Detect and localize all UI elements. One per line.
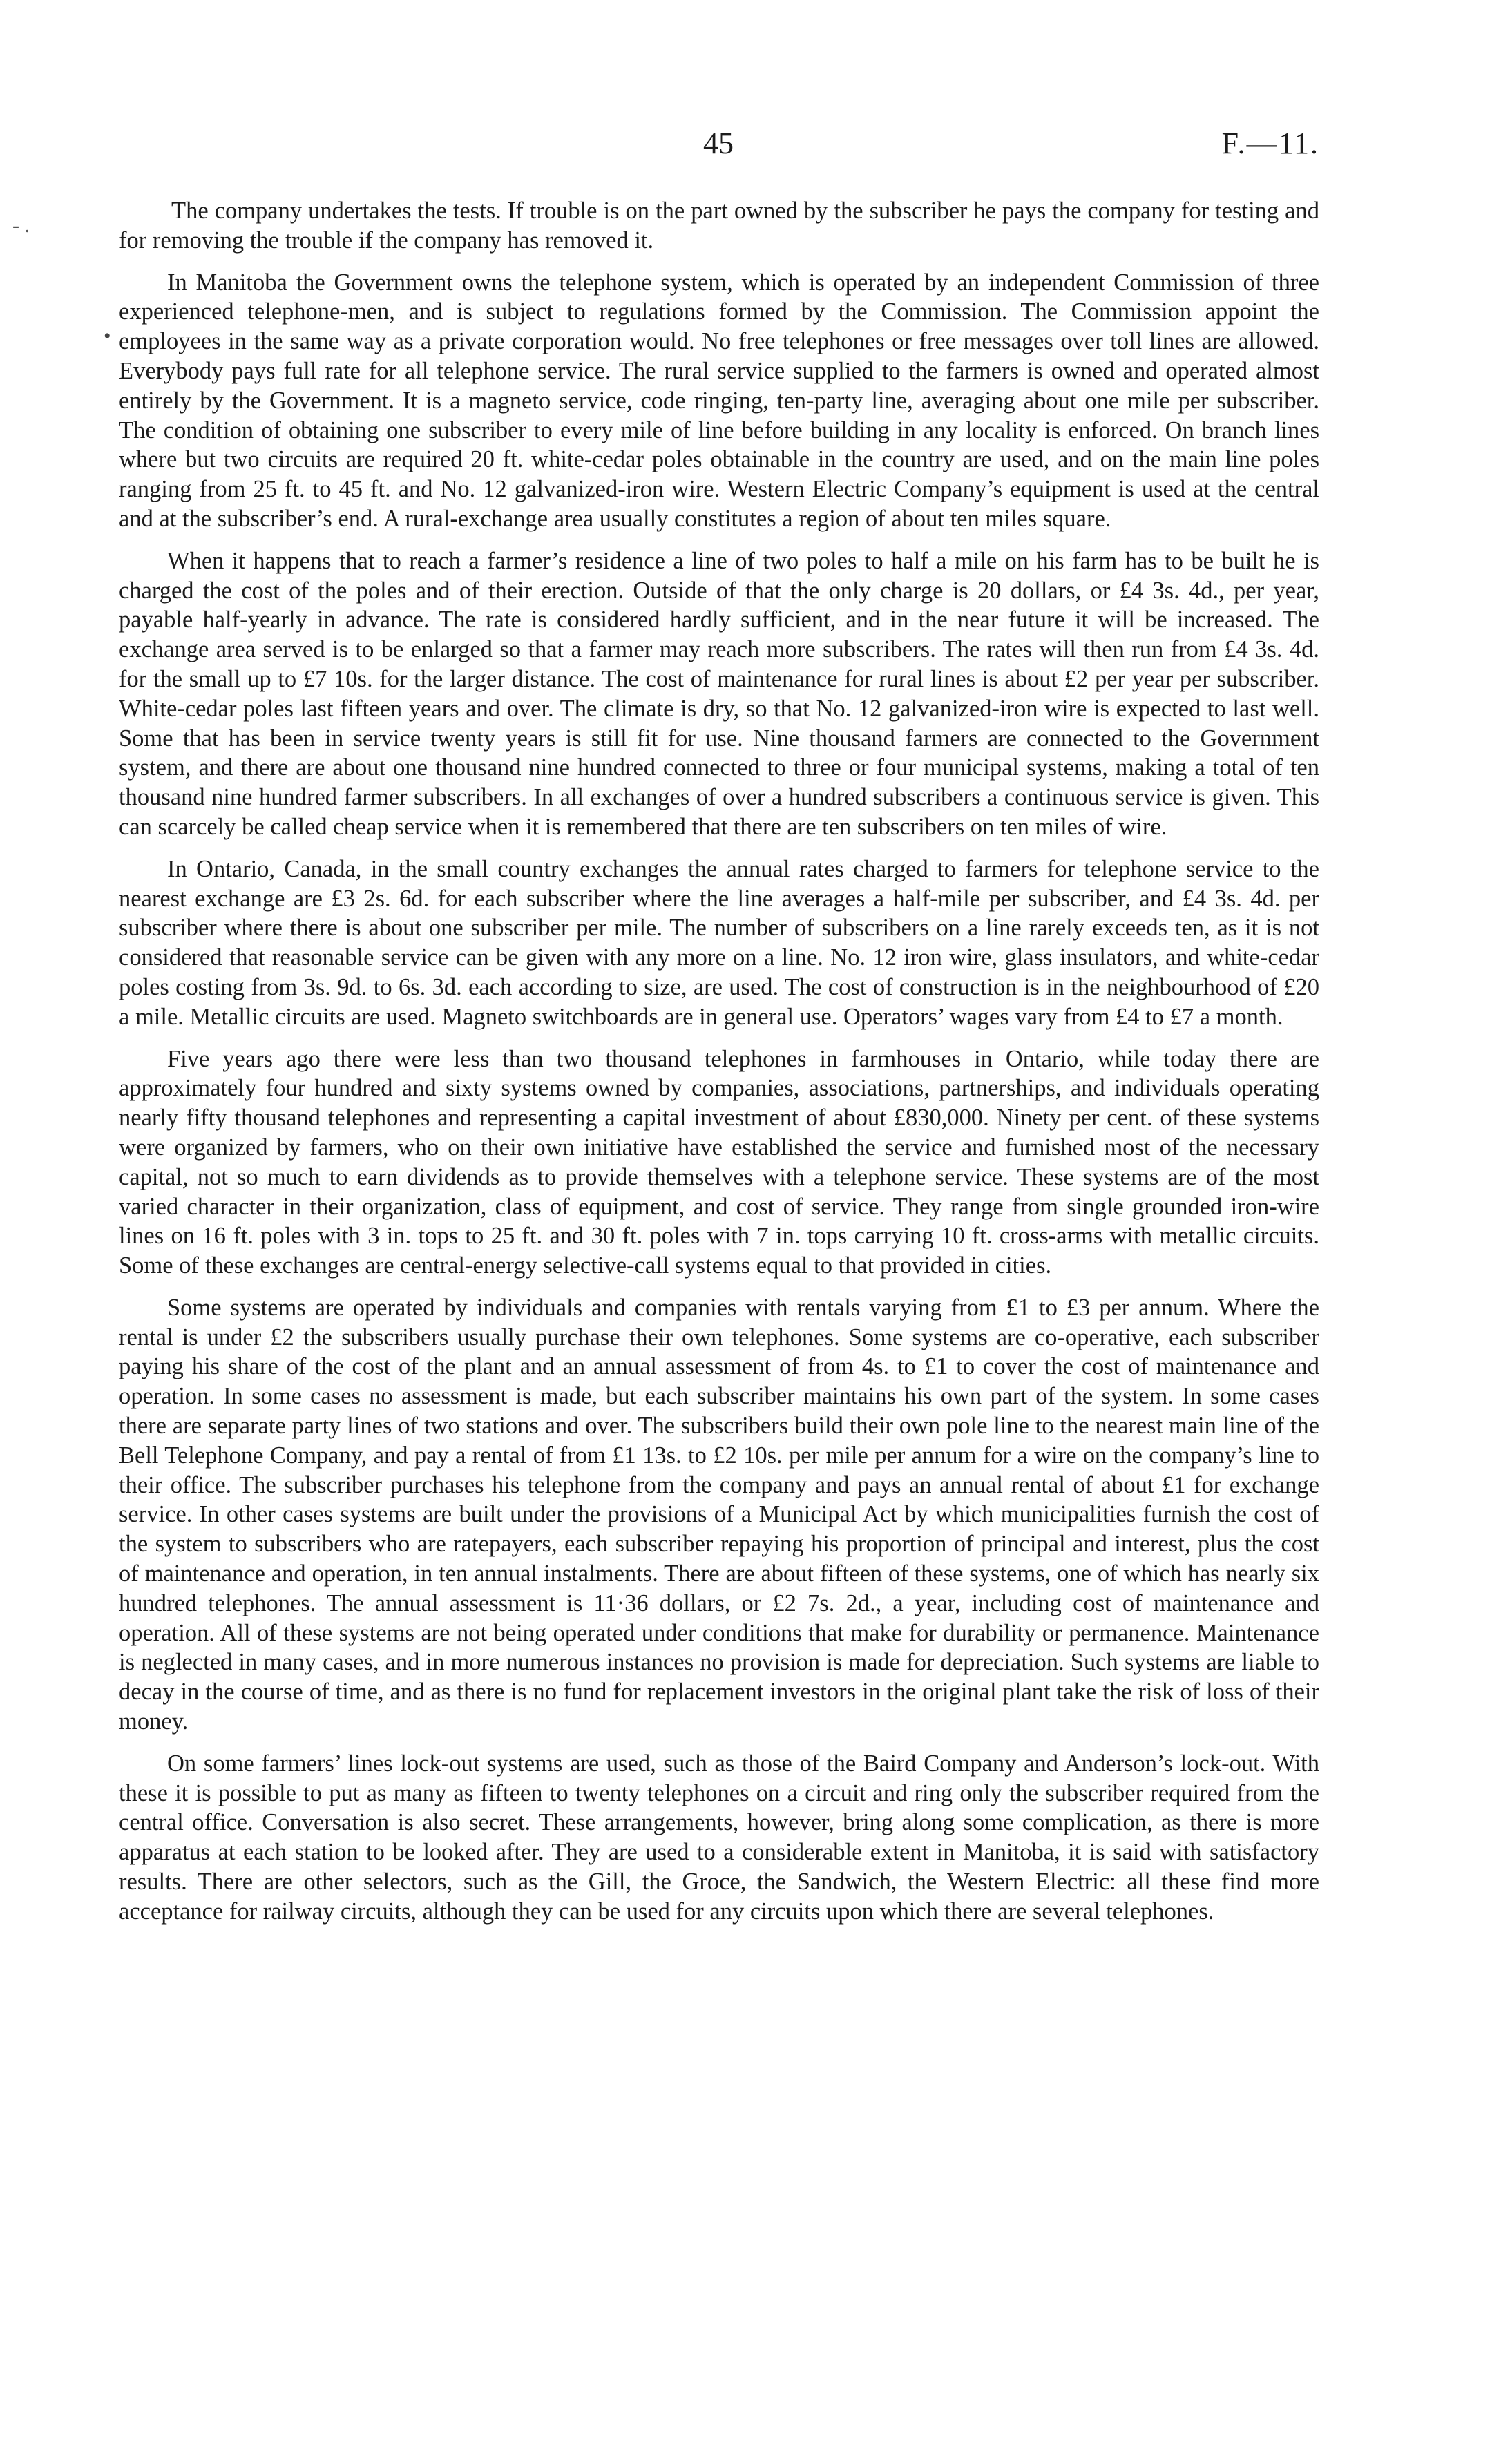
margin-dot: • xyxy=(104,325,111,347)
body-text xyxy=(119,196,1319,1939)
paragraph-manitoba-government: In Manitoba the Government owns the telephone system, which is operated by an independent Commission of three experienced telephone-men, and is subject to regulations formed by the Commission. The Commission appoint the employees in the same way as a private corporation would. No free telephones or free messages over toll lines are allowed. Everybody pays full rate for all telephone service. The rural service supplied to the farmers is owned and operated almost entirely by the Government. It is a magneto service, code ringing, ten-party line, averaging about one mile per subscriber. The condition of obtaining one subscriber to every mile of line before building in any locality is enforced. On branch lines where but two circuits are required 20 ft. white-cedar poles obtainable in the country are used, and on the main line poles ranging from 25 ft. to 45 ft. and No. 12 galvanized-iron wire. Western Electric Company’s equipment is used at the central and at the subscriber’s end. A rural-exchange area usually constitutes a region of about ten miles square. xyxy=(119,269,1319,532)
paragraph-lock-out-systems: On some farmers’ lines lock-out systems are used, such as those of the Baird Company and Anderson’s lock-out. With these it is possible to put as many as fifteen to twenty telephones on a circuit and ring only the subscriber required from the central office. Conversation is also secret. These arrangements, however, bring along some complication, as there is more apparatus at each station to be looked after. They are used to a considerable extent in Manitoba, it is said with satisfactory results. There are other selectors, such as the Gill, the Groce, the Sandwich, the Western Electric: all these find more acceptance for railway circuits, although they can be used for any circuits upon which there are several telephones. xyxy=(119,1750,1319,1925)
paragraph-ontario-rates: In Ontario, Canada, in the small country exchanges the annual rates charged to farmers for telephone service to the nearest exchange are £3 2s. 6d. for each subscriber where the line averages a half-mile per subscriber, and £4 3s. 4d. per subscriber where there is about one subscriber per mile. The number of subscribers on a line rarely exceeds ten, as it is not considered that reasonable service can be given with any more on a line. No. 12 iron wire, glass insulators, and white-cedar poles costing from 3s. 9d. to 6s. 3d. each according to size, are used. The cost of construction is in the neighbourhood of £20 a mile. Metallic circuits are used. Magneto switchboards are in general use. Operators’ wages vary from £4 to £7 a month. xyxy=(119,855,1319,1030)
paragraph-farmer-charges: When it happens that to reach a farmer’s residence a line of two poles to half a mile on his farm has to be built he is charged the cost of the poles and of their erection. Outside of that the only charge is 20 dollars, or £4 3s. 4d., per year, payable half-yearly in advance. The rate is considered hardly sufficient, and in the near future it will be increased. The exchange area served is to be enlarged so that a farmer may reach more subscribers. The rates will then run from £4 3s. 4d. for the small up to £7 10s. for the larger distance. The cost of maintenance for rural lines is about £2 per year per subscriber. White-cedar poles last fifteen years and over. The climate is dry, so that No. 12 galvanized-iron wire is expected to last well. Some that has been in service twenty years is still fit for use. Nine thousand farmers are connected to the Government system, and there are about one thousand nine hundred connected to three or four municipal systems, making a total of ten thousand nine hundred farmer subscribers. In all exchanges of over a hundred subscribers a continuous service is given. This can scarcely be called cheap service when it is remembered that there are ten subscribers on ten miles of wire. xyxy=(119,547,1319,840)
paragraph-ontario-systems: Five years ago there were less than two thousand telephones in farmhouses in Ontario, while today there are approximately four hundred and sixty systems owned by companies, associations, partnerships, and individuals operating nearly fifty thousand telephones and representing a capital investment of about £830,000. Ninety per cent. of these systems were organized by farmers, who on their own initiative have established the service and furnished most of the necessary capital, not so much to earn dividends as to provide themselves with a telephone service. These systems are of the most varied character in their organization, class of equipment, and cost of service. They range from single grounded iron-wire lines on 16 ft. poles with 3 in. tops to 25 ft. and 30 ft. poles with 7 in. tops carrying 10 ft. cross-arms with metallic circuits. Some of these exchanges are central-energy selective-call systems equal to that provided in cities. xyxy=(119,1045,1319,1279)
paragraph-testing: The company undertakes the tests. If trouble is on the part owned by the subscriber he pays the company for testing and for removing the trouble if the company has removed it. xyxy=(119,198,1319,254)
paragraph-system-rentals: Some systems are operated by individuals and companies with rentals varying from £1 to £3 per annum. Where the rental is under £2 the subscribers usually purchase their own telephones. Some systems are co-operative, each subscriber paying his share of the cost of the plant and an annual assessment of from 4s. to £1 to cover the cost of maintenance and operation. In some cases no assessment is made, but each subscriber maintains his own part of the system. In some cases there are separate party lines of two stations and over. The subscribers build their own pole line to the nearest main line of the Bell Telephone Company, and pay a rental of from £1 13s. to £2 10s. per mile per annum for a wire on the company’s line to their office. The subscriber purchases his telephone from the company and pays an annual rental of about £1 for exchange service. In other cases systems are built under the provisions of a Municipal Act by which municipalities furnish the cost of the system to subscribers who are ratepayers, each subscriber repaying his proportion of principal and interest, plus the cost of maintenance and operation, in ten annual instalments. There are about fifteen of these systems, one of which has nearly six hundred telephones. The annual assessment is 11·36 dollars, or £2 7s. 2d., a year, including cost of maintenance and operation. All of these systems are not being operated under conditions that make for durability or permanence. Maintenance is neglected in many cases, and in more numerous instances no provision is made for depreciation. Such systems are liable to decay in the course of time, and as there is no fund for replacement investors in the original plant take the risk of loss of their money. xyxy=(119,1294,1319,1735)
document-reference: F.—11. xyxy=(1221,126,1319,160)
page-number: 45 xyxy=(703,126,734,160)
margin-mark: - . xyxy=(12,214,30,237)
page-header xyxy=(117,123,1319,171)
